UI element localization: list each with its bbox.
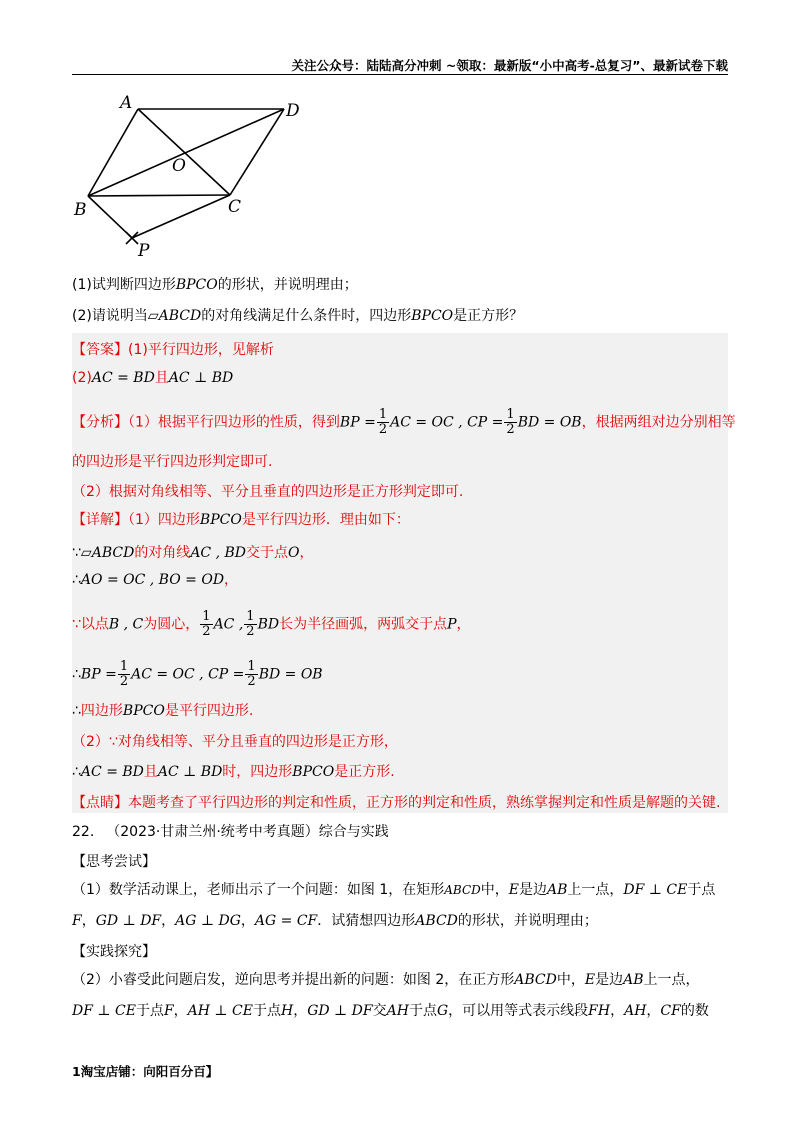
- detail-line-7: [72, 732, 398, 752]
- q1-shape: BPCO: [175, 277, 218, 293]
- comment-text: 本题考查了平行四边形的判定和性质，正方形的判定和性质，熟练掌握判定和性质是解题的关键.: [128, 795, 721, 811]
- detail-l4-d: ，: [456, 616, 471, 633]
- analysis-line-3: （2）根据对角线相等、平分且垂直的四边形是正方形判定即可.: [72, 484, 464, 500]
- detail-l8-b: 时，四边形: [222, 764, 293, 780]
- diagonal-bd: [88, 109, 284, 196]
- q22-p2-e: 的形状，并说明理由；: [457, 913, 598, 929]
- label-d: D: [286, 101, 300, 121]
- page-header: 关注公众号：陆陆高分冲刺 ~领取：最新版“小中高考-总复习”、最新试卷下载: [291, 58, 728, 73]
- q22-p2-m3: AG ⊥ DG: [175, 913, 241, 929]
- answer-line-1: [72, 340, 274, 360]
- detail-l5-m2: AC = OC , CP =: [131, 666, 245, 683]
- fraction-den: 2: [247, 674, 256, 689]
- fraction-den: 2: [506, 422, 515, 437]
- q22-p4-d: ，: [293, 1003, 308, 1019]
- detail-l8-a: 且: [143, 764, 158, 780]
- fraction-num: 1: [247, 659, 256, 674]
- question-1: [72, 275, 358, 295]
- q22-p2-m1: F: [72, 913, 82, 929]
- q22-p4-m6: AH: [386, 1003, 409, 1019]
- detail-l4-c: 长为半径画弧，两弧交于点: [279, 616, 448, 633]
- q22-p4-j: 的数: [680, 1003, 709, 1019]
- q2-text-mid: 的对角线满足什么条件时，四边形: [201, 308, 412, 324]
- analysis-text-1: （1）根据平行四边形的性质，得到: [128, 414, 340, 431]
- q22-p2-m2: GD ⊥ DF: [95, 913, 162, 929]
- answer-2-prefix: (2): [72, 370, 92, 386]
- label-c: C: [228, 197, 242, 217]
- q22-p1-d: 上一点，: [567, 882, 624, 898]
- detail-l4-b: 为圆心，: [143, 616, 200, 633]
- detail-l3-math: AO = OC , BO = OD: [80, 572, 225, 588]
- q1-text: (1)试判断四边形: [72, 277, 176, 293]
- detail-l7-b: 对角线相等、平分且垂直的四边形是正方形，: [117, 734, 398, 750]
- q22-p2-d: ．试猜想四边形: [317, 913, 416, 929]
- analysis-math-2: AC = OC , CP =: [390, 414, 504, 431]
- analysis-tag: 【分析】: [72, 414, 128, 431]
- q22-p3-d: 上一点，: [643, 972, 700, 988]
- fraction-num: 1: [202, 609, 211, 624]
- q22-p1-m3: AB: [547, 882, 568, 898]
- q2-abcd: ABCD: [158, 308, 202, 324]
- detail-l2-a: 的对角线: [134, 545, 191, 561]
- detail-l5-m3: BD = OB: [258, 666, 323, 683]
- edge-cb: [88, 195, 230, 196]
- fraction-num: 1: [506, 407, 515, 422]
- q22-p4-m9: AH: [624, 1003, 647, 1019]
- analysis-line-2: 的四边形是平行四边形判定即可.: [72, 454, 273, 470]
- answer-tag: 【答案】: [72, 342, 128, 358]
- detail-l6-b: 是平行四边形.: [164, 703, 254, 719]
- detail-l7-a: （2）: [72, 734, 109, 750]
- parallelogram-symbol: ▱: [147, 308, 159, 324]
- q2-shape: BPCO: [411, 308, 454, 324]
- q22-p4-i: ，: [646, 1003, 661, 1019]
- because-symbol: ∵: [72, 545, 81, 561]
- detail-line-1: [72, 510, 410, 530]
- detail-line-8: [72, 762, 395, 782]
- detail-l8-c: 是正方形.: [334, 764, 395, 780]
- q22-p3-c: 是边: [595, 972, 624, 988]
- fraction-half: [245, 660, 257, 689]
- q22-p3-b: 中，: [556, 972, 585, 988]
- fraction-half: [200, 610, 212, 639]
- q22-p1-m4: DF ⊥ CE: [623, 882, 688, 898]
- detail-line-4: [72, 610, 471, 639]
- fraction-half: [118, 660, 130, 689]
- q1-text-end: 的形状，并说明理由；: [217, 277, 358, 293]
- fraction-den: 2: [246, 624, 255, 639]
- fraction-den: 2: [378, 422, 388, 437]
- because-symbol: ∵: [72, 616, 81, 633]
- q22-p4-m1: DF ⊥ CE: [72, 1003, 136, 1019]
- edge-cp: [132, 195, 230, 238]
- detail-l2-m2: AC , BD: [190, 545, 246, 561]
- comment-tag: 【点睛】: [72, 795, 128, 811]
- label-b: B: [74, 200, 87, 220]
- fraction-num: 1: [378, 407, 388, 422]
- page-footer: 1淘宝店铺：向阳百分百】: [72, 1064, 219, 1079]
- diagonal-ac: [138, 109, 230, 195]
- fraction-half: [244, 610, 256, 639]
- therefore-symbol: ∴: [72, 703, 81, 719]
- detail-l4-a: 以点: [80, 616, 109, 633]
- q22-p1-m2: E: [508, 882, 520, 898]
- parallelogram-symbol: ▱: [80, 545, 92, 561]
- q22-p1-m1: ABCD: [444, 883, 481, 897]
- analysis-line-1: [72, 408, 736, 437]
- q22-p3-a: （2）小睿受此问题启发，逆向思考并提出新的问题：如图 2，在正方形: [72, 972, 515, 988]
- answer-line-2: [72, 368, 233, 388]
- header-rule: [72, 74, 728, 75]
- detail-l1-a: （1）四边形: [128, 512, 200, 528]
- q22-p4-m3: AH ⊥ CE: [187, 1003, 253, 1019]
- detail-l1-math: BPCO: [199, 512, 242, 528]
- edge-dc: [230, 109, 284, 195]
- detail-l2-c: ，: [299, 545, 314, 561]
- q22-p4-b: ，: [173, 1003, 188, 1019]
- q22-para-4: [72, 1001, 709, 1021]
- answer-1: (1)平行四边形，见解析: [128, 342, 274, 358]
- q22-p2-m5: ABCD: [415, 913, 458, 929]
- q22-p4-a: 于点: [135, 1003, 164, 1019]
- detail-l8-m3: BPCO: [292, 764, 335, 780]
- q22-number: 22.: [72, 824, 95, 840]
- q22-p4-m5: GD ⊥ DF: [307, 1003, 373, 1019]
- question-2: [72, 306, 523, 326]
- comment-line: [72, 793, 720, 813]
- detail-l3-c: ，: [224, 572, 239, 588]
- q2-text-end: 是正方形？: [453, 308, 524, 324]
- detail-l4-m2: AC ,: [213, 616, 244, 633]
- q22-p4-m2: F: [163, 1003, 174, 1019]
- q22-p1-a: （1）数学活动课上，老师出示了一个问题：如图 1，在矩形: [72, 882, 445, 898]
- detail-line-2: [72, 543, 313, 563]
- q22-section-1: 【思考尝试】: [72, 854, 156, 870]
- detail-line-3: [72, 570, 238, 590]
- q22-p1-c: 是边: [519, 882, 548, 898]
- fraction-den: 2: [202, 624, 211, 639]
- q22-p4-m4: H: [280, 1003, 294, 1019]
- q22-p2-m4: AG = CF: [254, 913, 318, 929]
- fraction-num: 1: [246, 609, 255, 624]
- q22-p2-a: ，: [81, 913, 96, 929]
- q22-p4-f: 于点: [408, 1003, 437, 1019]
- q22-p4-m10: CF: [660, 1003, 681, 1019]
- edge-bp: [88, 196, 132, 238]
- detail-l8-m1: AC = BD: [80, 764, 144, 780]
- detail-tag: 【详解】: [72, 512, 128, 528]
- analysis-math-3: BD = OB: [517, 414, 582, 431]
- answer-2-math-2: AC ⊥ BD: [168, 370, 234, 386]
- q22-p3-m3: AB: [623, 972, 644, 988]
- therefore-symbol: ∴: [72, 764, 81, 780]
- label-p: P: [138, 241, 150, 261]
- q22-p4-m8: FH: [588, 1003, 611, 1019]
- detail-line-5: [72, 660, 323, 689]
- answer-2-math-1: AC = BD: [91, 370, 155, 386]
- parallelogram-figure: [72, 92, 322, 262]
- q22-para-3: [72, 970, 700, 990]
- detail-l4-m3: BD: [257, 616, 280, 633]
- q22-p4-c: 于点: [252, 1003, 281, 1019]
- therefore-symbol: ∴: [72, 666, 81, 683]
- detail-l5-m1: BP =: [80, 666, 117, 683]
- detail-l4-m4: P: [447, 616, 457, 633]
- detail-l8-m2: AC ⊥ BD: [157, 764, 223, 780]
- q22-p1-e: 于点: [687, 882, 716, 898]
- q22-p3-m2: E: [584, 972, 596, 988]
- answer-2-mid: 且: [154, 370, 169, 386]
- analysis-text-2: ，根据两组对边分别相等: [581, 414, 736, 431]
- analysis-math-1: BP =: [339, 414, 376, 431]
- q22-source: （2023·甘肃兰州·统考中考真题）综合与实践: [106, 824, 389, 840]
- edge-ba: [88, 109, 138, 196]
- q22-p2-b: ，: [161, 913, 176, 929]
- fraction-den: 2: [119, 674, 129, 689]
- therefore-symbol: ∴: [72, 572, 81, 588]
- detail-l6-math: BPCO: [122, 703, 165, 719]
- q22-p4-h: ，: [610, 1003, 625, 1019]
- q2-text: (2)请说明当: [72, 308, 148, 324]
- q22-p2-c: ，: [240, 913, 255, 929]
- detail-l2-m1: ABCD: [91, 545, 135, 561]
- q22-para-2: [72, 911, 598, 931]
- fraction-num: 1: [119, 659, 129, 674]
- q22-title: [72, 822, 389, 842]
- q22-p4-m7: G: [436, 1003, 449, 1019]
- q22-para-1: [72, 880, 715, 900]
- detail-l2-m3: O: [288, 545, 300, 561]
- detail-line-6: [72, 701, 253, 721]
- detail-l2-b: 交于点: [246, 545, 288, 561]
- q22-p4-g: ，可以用等式表示线段: [448, 1003, 589, 1019]
- detail-l1-b: 是平行四边形．理由如下：: [241, 512, 410, 528]
- because-symbol: ∵: [108, 734, 118, 750]
- q22-p1-b: 中，: [480, 882, 509, 898]
- detail-l6-a: 四边形: [80, 703, 123, 719]
- detail-l4-m1: B , C: [108, 616, 144, 633]
- q22-p3-m1: ABCD: [514, 972, 557, 988]
- q22-p4-e: 交: [372, 1003, 387, 1019]
- label-o: O: [172, 156, 186, 176]
- fraction-half: [504, 408, 516, 437]
- label-a: A: [120, 93, 133, 113]
- q22-section-2: 【实践探究】: [72, 944, 156, 960]
- fraction-half: [377, 408, 389, 437]
